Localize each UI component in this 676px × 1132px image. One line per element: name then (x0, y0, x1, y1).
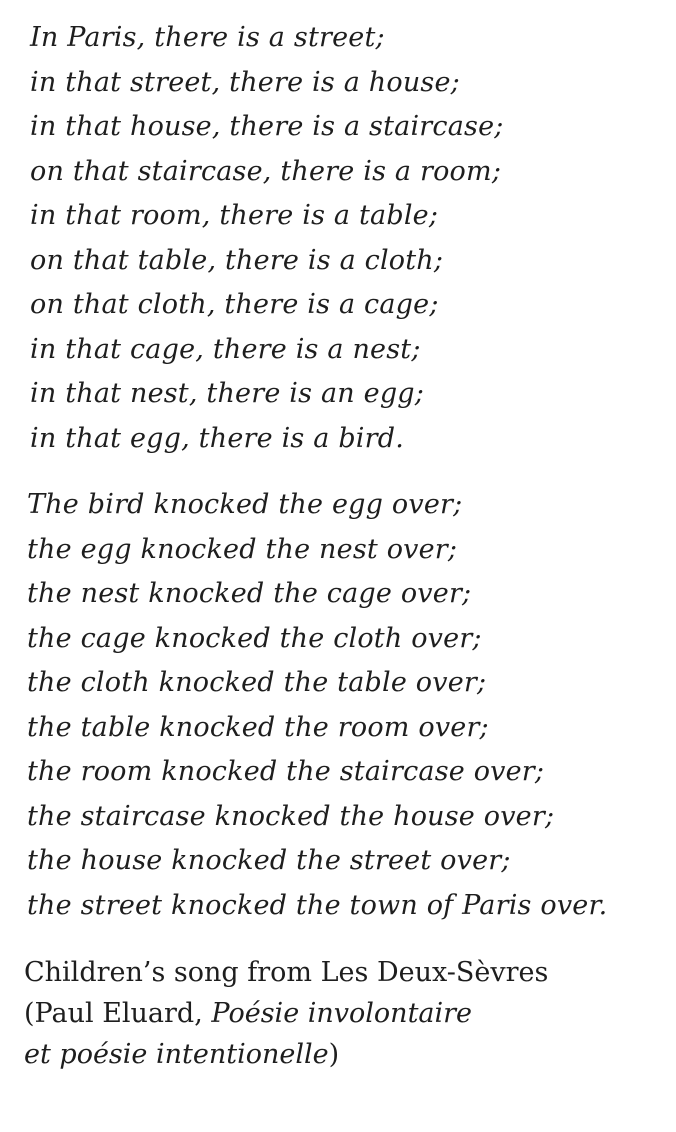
poem-line: in that nest, there is an egg; (30, 378, 425, 409)
poem-line: in that house, there is a staircase; (30, 111, 504, 142)
poem-line: the street knocked the town of Paris over. (27, 889, 608, 921)
poem-line: in that street, there is a house; (30, 66, 460, 98)
attribution-author-line (24, 993, 548, 1034)
poem-line: on that table, there is a cloth; (30, 244, 444, 276)
poem-line: the house knocked the street over; (27, 845, 511, 876)
poem-line: the egg knocked the nest over; (27, 533, 458, 565)
book-title-part-two: et poésie intentionelle (24, 1039, 329, 1070)
poem-line: the cloth knocked the table over; (27, 667, 487, 698)
stanza-one (30, 16, 676, 461)
attribution (24, 952, 548, 1075)
poem-line: in that room, there is a table; (30, 200, 439, 231)
poem-line: the table knocked the room over; (27, 711, 489, 743)
attribution-title-line (24, 1034, 548, 1075)
poem-line: the room knocked the staircase over; (27, 756, 545, 787)
poem-line: the staircase knocked the house over; (27, 800, 555, 832)
poem-line: on that cloth, there is a cage; (30, 289, 439, 320)
poem-line: In Paris, there is a street; (30, 22, 385, 53)
attribution-source: Children’s song from Les Deux-Sèvres (24, 957, 549, 988)
poem-line: on that staircase, there is a room; (30, 155, 502, 187)
poem-line: The bird knocked the egg over; (27, 489, 463, 520)
stanza-two (27, 483, 676, 928)
poem-line: in that cage, there is a nest; (30, 333, 421, 365)
poem-line: the nest knocked the cage over; (27, 578, 472, 609)
attribution-author: (Paul Eluard, (24, 998, 212, 1029)
poem-line: the cage knocked the cloth over; (27, 622, 482, 654)
book-title-part-one: Poésie involontaire (211, 998, 473, 1029)
poem-line: in that egg, there is a bird. (30, 422, 405, 454)
closing-parenthesis: ) (328, 1039, 340, 1070)
